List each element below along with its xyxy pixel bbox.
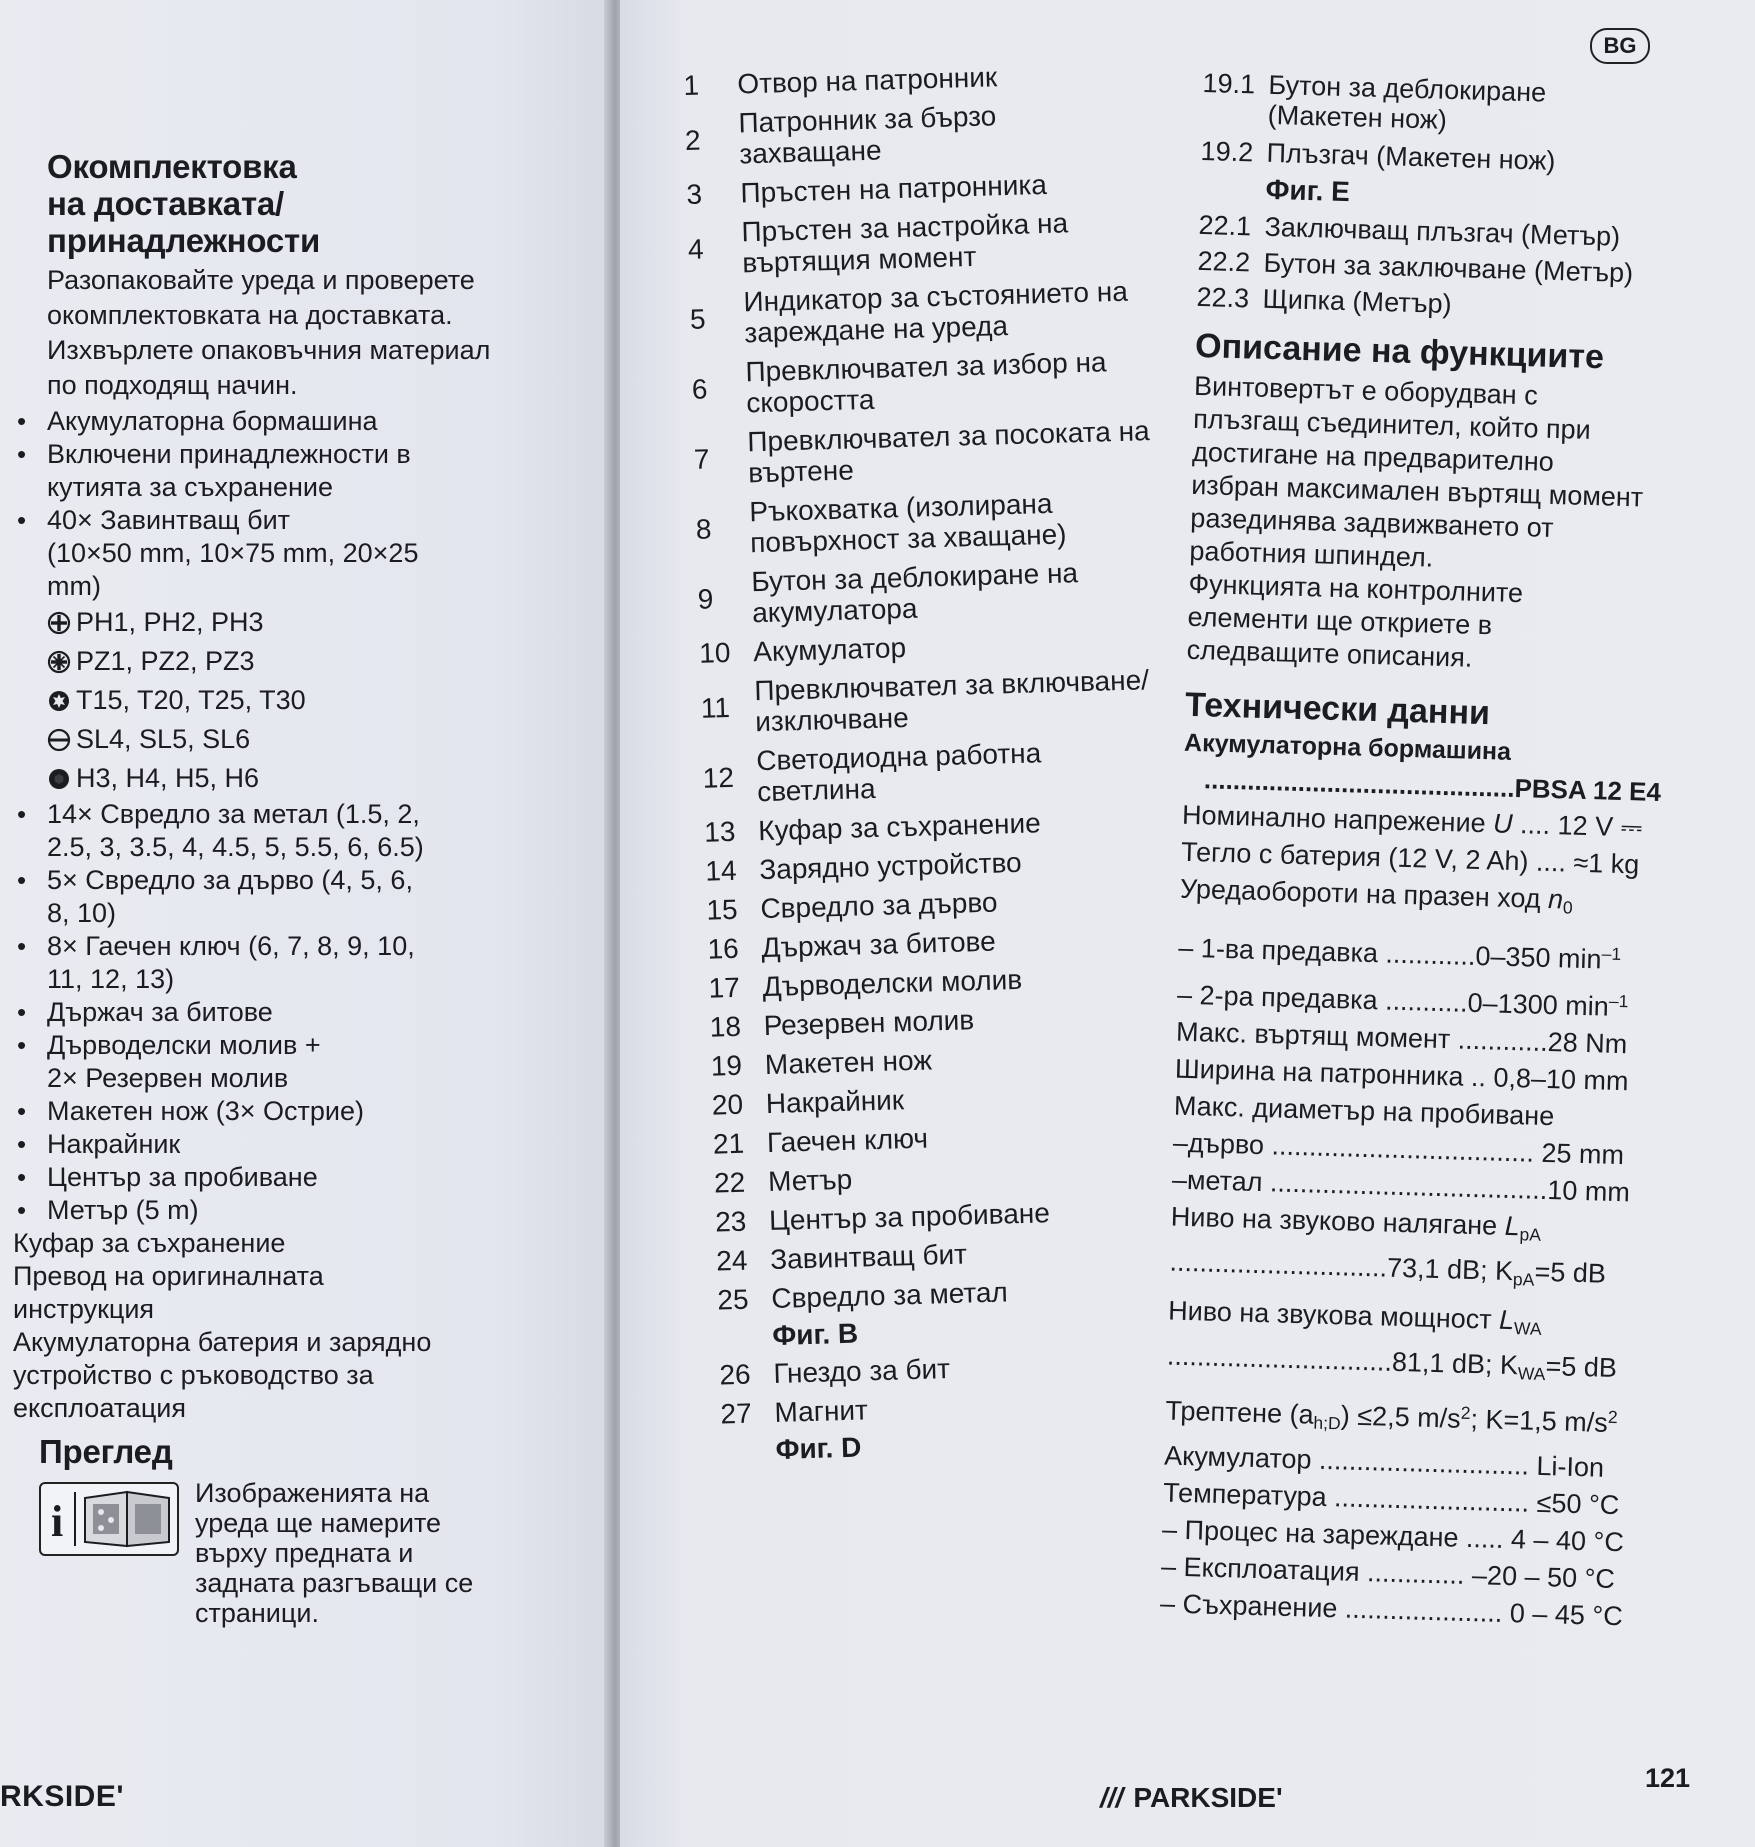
delivery-list: [47, 405, 567, 504]
tech-data-table: [1160, 725, 1663, 1636]
list-item: 11 Превключвател за включване/ изключване: [700, 664, 1150, 738]
list-item: • Превод на оригиналната инструкция: [13, 1260, 567, 1326]
list-item: 19.1 Бутон за деблокиране (Макетен нож): [1202, 68, 1547, 135]
hex-bit-icon: [47, 767, 71, 791]
list-item: • Метър (5 m): [47, 1194, 567, 1227]
delivery-list-3: [13, 1227, 567, 1425]
bit-type-row: SL4, SL5, SL6: [47, 720, 567, 759]
list-item: 22 Метър: [713, 1163, 853, 1199]
spec-vibration: Трептене $(a_{h;D}) \le 2,5$ $m/s^2$; K=1,5 $m/s^2$: [1165, 1395, 1618, 1438]
tech-data-heading: Технически данни: [1184, 685, 1491, 733]
bit-type-row: PZ1, PZ2, PZ3: [47, 642, 567, 681]
torx-bit-icon: [47, 689, 71, 713]
list-item: 3 Пръстен на патронника: [686, 168, 1048, 210]
spec-storage: – Съхранение ..................... 0 – 45 °C: [1159, 1588, 1624, 1632]
spec-sound-power-value: ..............................81,1 dB; $K_{WA}=5$ dB: [1166, 1340, 1618, 1385]
list-item: • Център за пробиване: [47, 1161, 567, 1194]
overview-note: [39, 1478, 567, 1628]
slotted-bit-icon: [47, 728, 71, 752]
fig-e-label: Фиг. E: [1265, 173, 1351, 208]
bit-type-row: H3, H4, H5, H6: [47, 759, 567, 798]
list-item: 12 Светодиодна работна светлина: [702, 737, 1042, 808]
bit-type-row: PH1, PH2, PH3: [47, 603, 567, 642]
product-type: Акумулаторна бормашина: [1183, 728, 1512, 766]
svg-text:i: i: [51, 1497, 64, 1546]
page-number: 121: [1645, 1763, 1691, 1793]
parts-list: [683, 56, 1222, 1473]
list-item: • 8× Гаечен ключ (6, 7, 8, 9, 10, 11, 12, 13): [47, 930, 567, 996]
list-item: 8 Ръкохватка (изолирана повърхност за хващане): [695, 487, 1067, 559]
functions-heading: Описание на функциите: [1194, 326, 1605, 377]
spec-drill-diameter: Макс. диаметър на пробиване: [1173, 1090, 1555, 1132]
list-item: 27 Магнит: [720, 1394, 869, 1430]
spec-voltage: Номинално напрежение U .... 12 V ⎓: [1181, 799, 1643, 843]
list-item: • Накрайник: [47, 1128, 567, 1161]
list-item: 6 Превключвател за избор на скоростта: [691, 346, 1107, 419]
list-item: 14 Зарядно устройство: [704, 846, 1023, 887]
list-item: 18 Резервен молив: [709, 1004, 975, 1043]
list-item: 19.2 Плъзгач (Макетен нож): [1200, 135, 1556, 176]
spec-charging: – Процес на зареждане ..... 4 – 40 °C: [1161, 1514, 1625, 1558]
list-item: • Включени принадлежности в кутията за съхранение: [47, 438, 567, 504]
list-item: 23 Център за пробиване: [714, 1197, 1051, 1238]
list-item: • Куфар за съхранение: [13, 1227, 567, 1260]
overview-text: Изображенията на уреда ще намерите върху предната и задната разгъващи се страници.: [195, 1478, 474, 1628]
list-item: 9 Бутон за деблокиране на акумулатора: [697, 557, 1079, 629]
list-item: 19 Макетен нож: [710, 1044, 933, 1082]
spec-battery: Акумулатор ............................ Li-Ion: [1163, 1440, 1605, 1483]
list-item: • Държач за битове: [47, 996, 567, 1029]
list-item: • Акумулаторна батерия и зарядно устройство с ръководство за експлоатация: [13, 1326, 567, 1425]
spec-operation: – Експлоатация ............. –20 – 50 °C: [1160, 1551, 1616, 1595]
list-item: 20 Накрайник: [711, 1084, 905, 1121]
info-manual-icon: [39, 1482, 179, 1556]
list-item: 7 Превключвател за посоката на въртене: [693, 415, 1151, 489]
bit-type-row: T15, T20, T25, T30: [47, 681, 567, 720]
spec-gear-1: – 1-ва предавка ............0–350 $\min^{-1}$: [1178, 932, 1622, 975]
right-column: [1160, 68, 1683, 1636]
functions-text: Винтовертът е оборудван с плъзгащ съединител, който при достигане на предварително избран максимален въртящ момент разединява задвижването от работния шпиндел. Функцията на контролните елементи ще откриете в следващите описания.: [1186, 370, 1644, 673]
list-item: 2 Патронник за бързо захващане: [684, 100, 997, 170]
spec-gear-2: – 2-ра предавка ...........0–1300 $\min^{-1}$: [1176, 979, 1629, 1022]
list-item: 22.2 Бутон за заключване (Метър): [1197, 245, 1634, 289]
brand-logo-left: RKSIDE': [0, 1780, 124, 1813]
list-item: 13 Куфар за съхранение: [703, 807, 1042, 848]
list-item: • Акумулаторна бормашина: [47, 405, 567, 438]
delivery-heading: Окомплектовка на доставката/ принадлежности: [47, 148, 321, 259]
list-item: • Дърводелски молив + 2× Резервен молив: [47, 1029, 567, 1095]
list-item: • Макетен нож (3× Острие): [47, 1095, 567, 1128]
list-item: • 40× Завинтващ бит (10×50 mm, 10×75 mm, 20×25 mm) PH1, PH2, PH3 PZ1, PZ2, PZ3 T15, T20, T25, T30 SL4, SL5, SL6 H3, H4, H5, H6: [47, 504, 567, 798]
spec-metal: –метал .....................................10 mm: [1171, 1164, 1631, 1208]
model-number: ...........................................PBSA 12 E4: [1203, 764, 1662, 808]
delivery-intro: Разопаковайте уреда и проверете окомплектовката на доставката. Изхвърлете опаковъчния материал по подходящ начин.: [47, 265, 491, 400]
language-badge: BG: [1590, 28, 1650, 64]
spec-weight: Тегло с батерия (12 V, 2 Ah) .... ≈1 kg: [1180, 836, 1640, 880]
delivery-section: [13, 148, 567, 1628]
overview-heading: Преглед: [39, 1433, 173, 1470]
list-item: 25 Свредло за метал: [716, 1276, 1009, 1316]
list-item: 22.3 Щипка (Метър): [1196, 281, 1453, 320]
list-item: 10 Акумулатор: [698, 632, 907, 669]
accessories-list: [47, 504, 567, 798]
phillips-bit-icon: [47, 611, 71, 635]
spec-torque: Макс. въртящ момент ............28 Nm: [1175, 1016, 1628, 1060]
accessories-list-2: [47, 798, 567, 1227]
list-item: 5 Индикатор за състоянието на зареждане на уреда: [689, 275, 1129, 349]
spec-chuck: Ширина на патронника .. 0,8–10 mm: [1174, 1053, 1629, 1097]
spec-sound-pressure-value: .............................73,1 dB; $K_{pA}=5$ dB: [1169, 1246, 1607, 1290]
list-item: 15 Свредло за дърво: [706, 886, 998, 926]
fig-b-label: Фиг. B: [771, 1317, 859, 1351]
list-item: 16 Държач за битове: [707, 925, 997, 965]
spec-wood: –дърво ................................... 25 mm: [1172, 1127, 1625, 1171]
list-item: 1 Отвор на патронник: [683, 61, 998, 101]
list-item: 17 Дърводелски молив: [708, 963, 1023, 1004]
brand-logo: /// PARKSIDE': [1100, 1782, 1283, 1813]
spec-speed: Уредаобороти на празен ход $n_0$: [1179, 873, 1573, 918]
pozidriv-bit-icon: [47, 650, 71, 674]
list-item: 22.1 Заключващ плъзгач (Метър): [1198, 209, 1621, 252]
list-item: 26 Гнездо за бит: [719, 1353, 951, 1391]
list-item: 24 Завинтващ бит: [715, 1238, 968, 1277]
list-item: 21 Гаечен ключ: [712, 1122, 929, 1160]
spec-sound-power: Ниво на звукова мощност $L_{WA}$: [1167, 1295, 1542, 1339]
list-item: 4 Пръстен за настройка на въртящия момент: [687, 207, 1069, 279]
fig-d-label: Фиг. D: [775, 1431, 862, 1465]
spec-temperature: Температура .......................... ≤50 °C: [1162, 1477, 1620, 1521]
list-item: • 5× Свредло за дърво (4, 5, 6, 8, 10): [47, 864, 567, 930]
list-item: • 14× Свредло за метал (1.5, 2, 2.5, 3, 3.5, 4, 4.5, 5, 5.5, 6, 6.5): [47, 798, 567, 864]
left-page: [0, 0, 612, 1847]
spec-sound-pressure: Ниво на звуково налягане $L_{pA}$: [1170, 1201, 1542, 1245]
